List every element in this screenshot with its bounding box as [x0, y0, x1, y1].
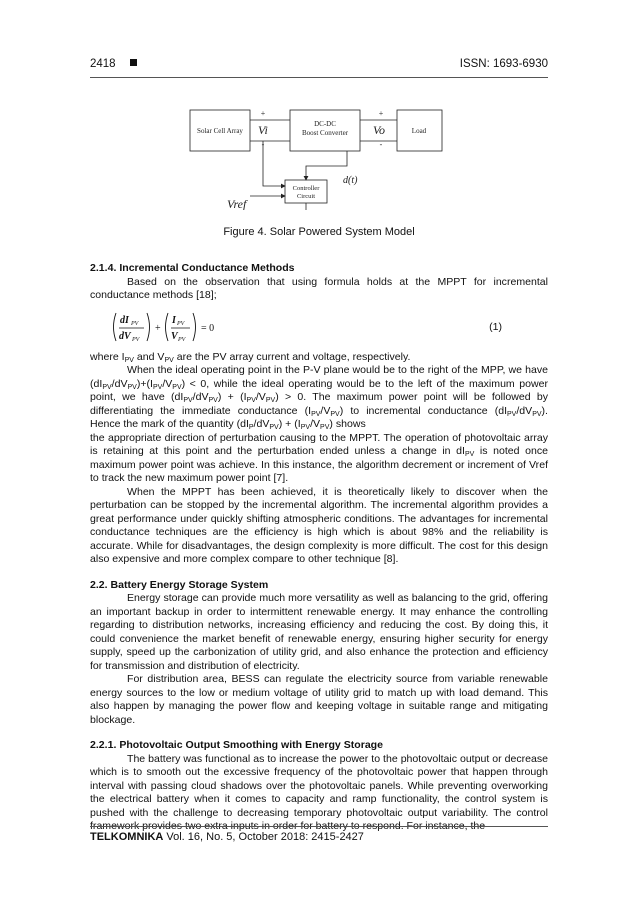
svg-text:PV: PV [178, 336, 186, 343]
equation-svg [110, 309, 270, 345]
ctrl-label-2: Circuit [296, 193, 316, 200]
page-footer [90, 831, 364, 843]
paragraph-battery: The battery was functional as to increase the power to the photovoltaic output or decrease which is to smooth out the excessive frequency of the photovoltaic power that happen through interval with passing cloud shadows over the photovoltaic panels. While preventing overworking the electrical battery when it comes to capacity and ramp functionality, the control system is pushed with the challenge to decreasing temporary photovoltaic output variability. The control framework provides two extra inputs in order for battery to respond. For instance, the [90, 752, 548, 832]
dt-label: d(t) [343, 175, 358, 186]
article-body [90, 262, 548, 834]
svg-text:= 0: = 0 [201, 322, 215, 334]
svg-text:PV: PV [131, 320, 139, 327]
header-rule [90, 77, 548, 78]
paragraph-where: where $I_{PV}$ and $V_{PV}$ are the PV array current and voltage, respectively. [90, 350, 411, 364]
svg-text:+: + [155, 322, 161, 334]
system-diagram [185, 100, 445, 210]
vref-label: Vref [227, 197, 247, 210]
load-label: Load [411, 127, 427, 135]
paragraph-distribution: For distribution area, BESS can regulate the electricity source from variable renewable energy sources to the low or medium voltage of utility grid to match up with load demand. This also happen by managing the power flow and keeping voltage in suitable range and mitigating blockage. [90, 673, 548, 726]
issn: ISSN: 1693-6930 [459, 58, 548, 70]
equation-number: (1) [489, 320, 502, 333]
journal-name: TELKOMNIKA [90, 831, 164, 843]
section-heading-2-2-1: 2.2.1. Photovoltaic Output Smoothing with Energy Storage [90, 739, 383, 751]
square-bullet-icon [130, 59, 137, 66]
wire-dt-control [306, 151, 347, 180]
vo-label: Vo [373, 123, 385, 137]
svg-text:V: V [171, 330, 178, 342]
section-heading-2-1-4: 2.1.4. Incremental Conductance Methods [90, 262, 295, 274]
vi-label: Vi [258, 123, 268, 137]
svg-text:dI: dI [120, 314, 129, 326]
svg-text:dV: dV [119, 330, 131, 342]
wire-vi-feedback [263, 141, 285, 186]
equation-1 [90, 309, 548, 345]
page-header [90, 58, 548, 74]
paragraph-intro: Based on the observation that using formula holds at the MPPT for incremental conductance methods [18]; [90, 275, 548, 301]
paragraph-energy-storage: Energy storage can provide much more versatility as well as balancing to the grid, offering an important backup in order to intermittent renewable energy. It may enhance the controlling regarding to distribution networks, increasing efficiency and reducing the cost. By doing this, it could convenience the market benefit of renewable energy, ensuring higher security for energy supply, speed up the carbonization of utility grid, and also enhance the protection and efficiency for transmission and distribution of electricity. [90, 592, 548, 672]
paragraph-perturbation: the appropriate direction of perturbation causing to the MPPT. The operation of photovoltaic array is retaining at this point and the perturbation ended unless a change in $dI_{PV}$ is noted once maximum power point was achieve. In this instance, the algorithm decrement or increment of Vref to track the new maximum power point [7]. [90, 431, 548, 484]
section-heading-2-2: 2.2. Battery Energy Storage System [90, 578, 269, 591]
plus-sign-left: + [260, 109, 266, 118]
svg-text:I: I [172, 314, 176, 326]
minus-sign-right: - [379, 140, 383, 149]
footer-rule [90, 826, 548, 827]
dcdc-label-2: Boost Converter [301, 129, 349, 137]
paragraph-operating-point: When the ideal operating point in the P-V plane would be to the right of the MPP, we have $(dI_{PV}/dV_{PV})+(I_{PV}/V_{PV}) < 0$, while the ideal operating would be to the left of the maximum power point, we have $(dI_{PV}/dV_{PV}) + (I_{PV}/V_{PV}) > 0$. The maximum power point will be followed by differentiating the immediate conductance $(I_{PV}/V_{PV})$ to incremental conductance $(dI_{PV}/dV_{PV})$. Hence the mark of the quantity $(dI_P/dV_{PV}) + (I_{PV}/V_{PV})$ shows [90, 364, 548, 431]
plus-sign-right: + [378, 109, 384, 118]
paragraph-mppt-achieved: When the MPPT has been achieved, it is theoretically likely to discover when the perturbation can be stopped by the incremental algorithm. The incremental algorithm provides a great performance under quickly shifting atmospheric conditions. The advantages for incremental conductance techniques are the efficiency is high which is about 98% and the reliability is accurate. While for disadvantages, the design complexity is more difficult. The cost for this design also expensive and more complex compare to other technique [8]. [90, 485, 548, 565]
citation: Vol. 16, No. 5, October 2018: 2415-2427 [163, 831, 364, 843]
solar-label: Solar Cell Array [197, 127, 243, 135]
svg-text:PV: PV [177, 320, 185, 327]
minus-sign-left: - [261, 140, 265, 149]
figure-caption: Figure 4. Solar Powered System Model [223, 226, 415, 238]
dcdc-label-1: DC-DC [314, 120, 336, 128]
svg-text:PV: PV [132, 336, 140, 343]
page-number: 2418 [90, 58, 137, 70]
ctrl-label-1: Controller [292, 185, 320, 192]
